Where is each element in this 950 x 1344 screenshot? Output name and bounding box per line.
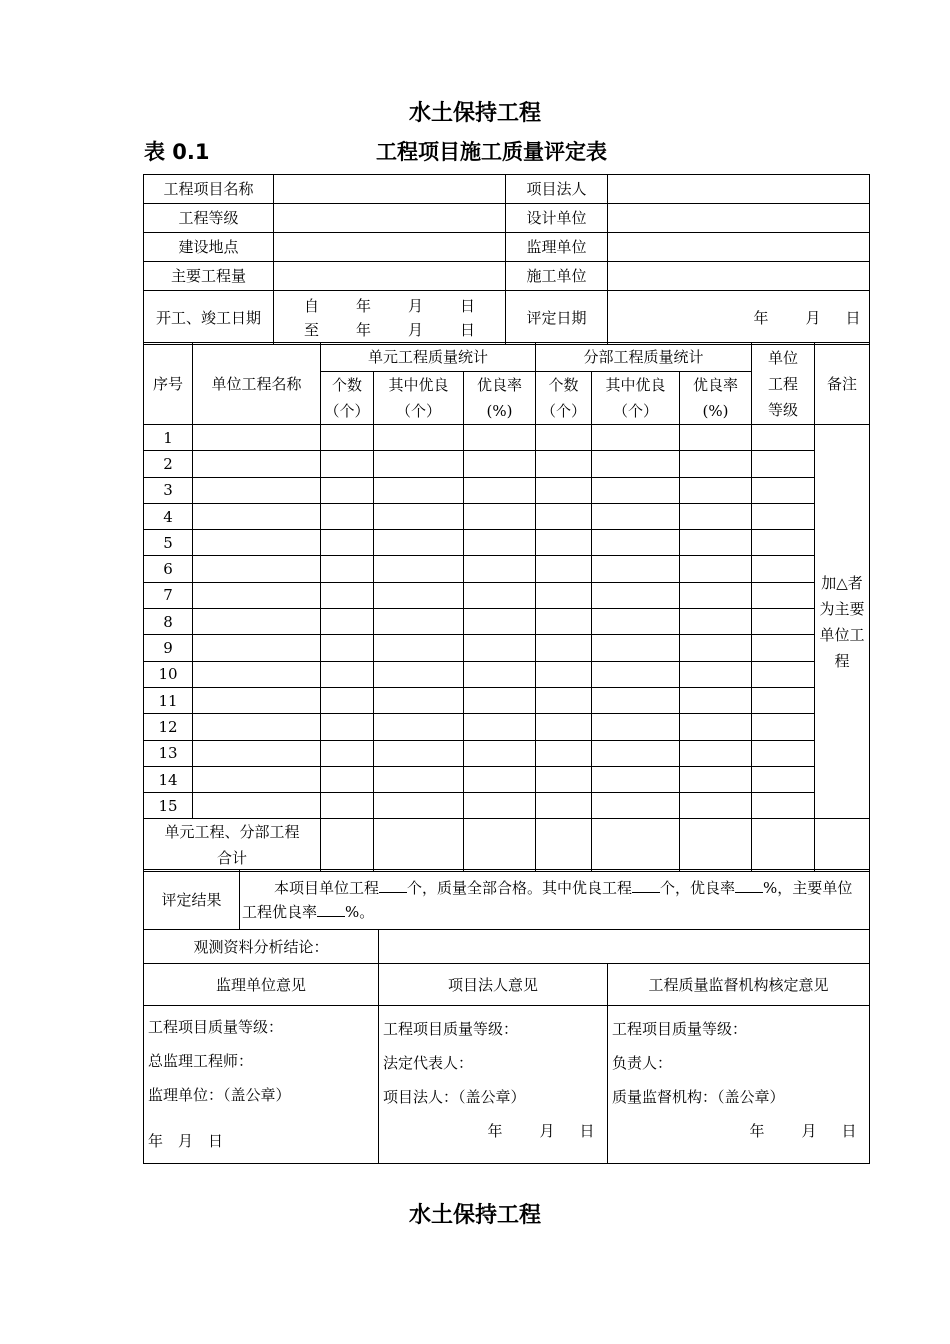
count-header: 个数 （个） xyxy=(536,372,592,425)
month-label: 月 xyxy=(805,308,821,327)
row-number: 12 xyxy=(144,714,193,740)
supervision-opinion-header: 监理单位意见 xyxy=(144,964,379,1006)
data-cell xyxy=(374,477,464,503)
data-cell xyxy=(464,635,536,661)
location-value xyxy=(274,233,506,262)
table-code: 表 0.1 xyxy=(144,140,210,164)
document-title: 水土保持工程 xyxy=(408,101,541,126)
data-cell xyxy=(193,793,321,819)
data-cell xyxy=(464,582,536,608)
result-table xyxy=(143,869,870,930)
data-cell xyxy=(752,503,815,529)
result-text: 本项目单位工程 个，质量全部合格。其中优良工程 个，优良率 %，主要单位工程优良率 %。 xyxy=(240,870,870,930)
table-row xyxy=(144,793,870,819)
table-title: 工程项目施工质量评定表 xyxy=(376,140,607,164)
quality-stats-table xyxy=(143,342,870,872)
data-cell xyxy=(374,556,464,582)
total-cell xyxy=(374,819,464,872)
data-cell xyxy=(321,477,374,503)
rate-header: 优良率 (%) xyxy=(464,372,536,425)
data-cell xyxy=(464,425,536,451)
data-cell xyxy=(193,477,321,503)
data-cell xyxy=(680,582,752,608)
table-row xyxy=(144,530,870,556)
monitor-opinion-header: 工程质量监督机构核定意见 xyxy=(608,964,870,1006)
data-cell xyxy=(536,635,592,661)
remark-note: 加△者 为主要 单位工 程 xyxy=(815,425,870,819)
data-cell xyxy=(752,766,815,792)
table-row xyxy=(144,661,870,687)
data-cell xyxy=(592,556,680,582)
table-row xyxy=(144,687,870,713)
data-cell xyxy=(752,556,815,582)
data-cell xyxy=(464,687,536,713)
data-cell xyxy=(193,687,321,713)
data-cell xyxy=(321,635,374,661)
data-cell xyxy=(752,609,815,635)
table-row xyxy=(144,556,870,582)
data-cell xyxy=(680,556,752,582)
data-cell xyxy=(193,503,321,529)
data-cell xyxy=(536,609,592,635)
remarks-header: 备注 xyxy=(815,343,870,425)
row-number: 8 xyxy=(144,609,193,635)
data-cell xyxy=(464,609,536,635)
data-cell xyxy=(536,582,592,608)
data-cell xyxy=(536,503,592,529)
data-cell xyxy=(536,714,592,740)
data-cell xyxy=(752,687,815,713)
data-cell xyxy=(193,556,321,582)
row-number: 10 xyxy=(144,661,193,687)
data-cell xyxy=(464,556,536,582)
data-cell xyxy=(193,530,321,556)
unit-grade-header: 单位 工程 等级 xyxy=(752,343,815,425)
data-cell xyxy=(464,793,536,819)
day-label: 日 xyxy=(845,308,861,327)
month-label: 月 xyxy=(407,296,423,315)
data-cell xyxy=(321,530,374,556)
data-cell xyxy=(464,530,536,556)
data-cell xyxy=(374,582,464,608)
table-row xyxy=(144,609,870,635)
data-cell xyxy=(752,451,815,477)
data-cell xyxy=(321,503,374,529)
total-cell xyxy=(464,819,536,872)
data-cell xyxy=(680,714,752,740)
sub-stats-header: 分部工程质量统计 xyxy=(536,343,752,372)
data-cell xyxy=(193,635,321,661)
grade-value xyxy=(274,204,506,233)
data-cell xyxy=(464,714,536,740)
data-cell xyxy=(536,740,592,766)
location-label: 建设地点 xyxy=(144,233,274,262)
table-row xyxy=(144,582,870,608)
year-label: 年 xyxy=(355,296,371,315)
data-cell xyxy=(536,556,592,582)
data-cell xyxy=(592,530,680,556)
data-cell xyxy=(680,451,752,477)
data-cell xyxy=(680,635,752,661)
data-cell xyxy=(752,661,815,687)
row-number: 11 xyxy=(144,687,193,713)
analysis-label: 观测资料分析结论： xyxy=(144,930,379,964)
result-label: 评定结果 xyxy=(144,870,240,930)
data-cell xyxy=(592,609,680,635)
data-cell xyxy=(193,425,321,451)
data-cell xyxy=(752,740,815,766)
data-cell xyxy=(592,451,680,477)
data-cell xyxy=(536,477,592,503)
data-cell xyxy=(752,425,815,451)
year-label: 年 xyxy=(355,320,371,339)
eval-date-label: 评定日期 xyxy=(506,291,608,345)
row-number: 2 xyxy=(144,451,193,477)
table-row xyxy=(144,714,870,740)
data-cell xyxy=(680,661,752,687)
data-cell xyxy=(374,766,464,792)
row-number: 6 xyxy=(144,556,193,582)
data-cell xyxy=(374,425,464,451)
construction-value xyxy=(608,262,870,291)
data-cell xyxy=(321,661,374,687)
data-cell xyxy=(592,582,680,608)
row-number: 14 xyxy=(144,766,193,792)
dates-label: 开工、竣工日期 xyxy=(144,291,274,345)
legal-person-label: 项目法人 xyxy=(506,175,608,204)
legal-opinion-header: 项目法人意见 xyxy=(379,964,608,1006)
data-cell xyxy=(536,661,592,687)
data-cell xyxy=(592,766,680,792)
table-heading xyxy=(144,136,868,166)
grade-label: 工程等级 xyxy=(144,204,274,233)
data-cell xyxy=(374,740,464,766)
data-cell xyxy=(321,687,374,713)
data-cell xyxy=(752,530,815,556)
data-cell xyxy=(752,714,815,740)
data-cell xyxy=(680,609,752,635)
to-label: 至 xyxy=(303,320,319,339)
table-row xyxy=(144,740,870,766)
start-end-dates xyxy=(274,291,506,345)
from-label: 自 xyxy=(303,296,319,315)
supervision-signature: 工程项目质量等级： 总监理工程师： 监理单位：（盖公章） 年 月 日 xyxy=(144,1006,379,1164)
data-cell xyxy=(680,687,752,713)
count-header: 个数 （个） xyxy=(321,372,374,425)
data-cell xyxy=(321,766,374,792)
row-number: 5 xyxy=(144,530,193,556)
total-cell xyxy=(536,819,592,872)
data-cell xyxy=(592,793,680,819)
data-cell xyxy=(592,635,680,661)
data-cell xyxy=(321,793,374,819)
data-cell xyxy=(752,477,815,503)
data-cell xyxy=(592,687,680,713)
data-cell xyxy=(536,766,592,792)
table-row xyxy=(144,635,870,661)
data-cell xyxy=(374,714,464,740)
data-cell xyxy=(680,503,752,529)
next-page-title: 水土保持工程 xyxy=(408,1203,541,1228)
total-cell xyxy=(680,819,752,872)
excellent-header: 其中优良 （个） xyxy=(592,372,680,425)
table-row xyxy=(144,766,870,792)
row-number: 9 xyxy=(144,635,193,661)
data-cell xyxy=(592,503,680,529)
row-number: 7 xyxy=(144,582,193,608)
data-cell xyxy=(374,451,464,477)
row-number: 3 xyxy=(144,477,193,503)
construction-label: 施工单位 xyxy=(506,262,608,291)
data-cell xyxy=(752,635,815,661)
data-cell xyxy=(321,740,374,766)
table-row xyxy=(144,477,870,503)
data-cell xyxy=(374,635,464,661)
row-number: 13 xyxy=(144,740,193,766)
table-row xyxy=(144,425,870,451)
opinions-table xyxy=(143,929,870,1164)
unit-element-stats-header: 单元工程质量统计 xyxy=(321,343,536,372)
eval-date-value xyxy=(608,291,870,345)
data-cell xyxy=(536,530,592,556)
row-number: 15 xyxy=(144,793,193,819)
year-label: 年 xyxy=(753,308,769,327)
monitor-signature: 工程项目质量等级： 负责人： 质量监督机构：（盖公章） 年 月 日 xyxy=(608,1006,870,1164)
data-cell xyxy=(193,714,321,740)
legal-person-value xyxy=(608,175,870,204)
total-cell xyxy=(592,819,680,872)
project-name-label: 工程项目名称 xyxy=(144,175,274,204)
data-cell xyxy=(680,477,752,503)
data-cell xyxy=(321,425,374,451)
supervision-value xyxy=(608,233,870,262)
data-cell xyxy=(321,609,374,635)
data-cell xyxy=(536,793,592,819)
total-cell xyxy=(321,819,374,872)
data-cell xyxy=(374,530,464,556)
data-cell xyxy=(680,766,752,792)
day-label: 日 xyxy=(459,320,475,339)
data-cell xyxy=(374,687,464,713)
table-row xyxy=(144,451,870,477)
data-cell xyxy=(592,477,680,503)
data-cell xyxy=(193,451,321,477)
data-cell xyxy=(193,661,321,687)
day-label: 日 xyxy=(459,296,475,315)
data-cell xyxy=(464,740,536,766)
data-cell xyxy=(193,740,321,766)
data-cell xyxy=(536,687,592,713)
seq-header: 序号 xyxy=(144,343,193,425)
data-cell xyxy=(321,582,374,608)
data-cell xyxy=(374,793,464,819)
quantity-label: 主要工程量 xyxy=(144,262,274,291)
total-cell xyxy=(815,819,870,872)
data-cell xyxy=(680,425,752,451)
excellent-header: 其中优良 （个） xyxy=(374,372,464,425)
table-row xyxy=(144,503,870,529)
data-cell xyxy=(592,740,680,766)
data-cell xyxy=(374,661,464,687)
data-cell xyxy=(193,766,321,792)
data-cell xyxy=(321,556,374,582)
data-cell xyxy=(464,451,536,477)
month-label: 月 xyxy=(407,320,423,339)
project-name-value xyxy=(274,175,506,204)
unit-name-header: 单位工程名称 xyxy=(193,343,321,425)
data-cell xyxy=(592,661,680,687)
row-number: 4 xyxy=(144,503,193,529)
total-cell xyxy=(752,819,815,872)
data-cell xyxy=(752,582,815,608)
data-cell xyxy=(321,451,374,477)
data-cell xyxy=(464,661,536,687)
data-cell xyxy=(193,582,321,608)
total-label: 单元工程、分部工程 合计 xyxy=(144,819,321,872)
data-cell xyxy=(464,503,536,529)
data-cell xyxy=(592,714,680,740)
design-label: 设计单位 xyxy=(506,204,608,233)
data-cell xyxy=(680,530,752,556)
data-cell xyxy=(536,451,592,477)
rate-header: 优良率 (%) xyxy=(680,372,752,425)
data-cell xyxy=(464,766,536,792)
data-cell xyxy=(680,740,752,766)
supervision-label: 监理单位 xyxy=(506,233,608,262)
legal-signature: 工程项目质量等级： 法定代表人： 项目法人：（盖公章） 年 月 日 xyxy=(379,1006,608,1164)
design-value xyxy=(608,204,870,233)
data-cell xyxy=(374,609,464,635)
row-number: 1 xyxy=(144,425,193,451)
data-cell xyxy=(374,503,464,529)
data-cell xyxy=(680,793,752,819)
project-info-table xyxy=(143,174,870,345)
data-cell xyxy=(752,793,815,819)
data-cell xyxy=(193,609,321,635)
data-cell xyxy=(592,425,680,451)
data-cell xyxy=(536,425,592,451)
analysis-value xyxy=(379,930,870,964)
data-cell xyxy=(321,714,374,740)
data-cell xyxy=(464,477,536,503)
quantity-value xyxy=(274,262,506,291)
